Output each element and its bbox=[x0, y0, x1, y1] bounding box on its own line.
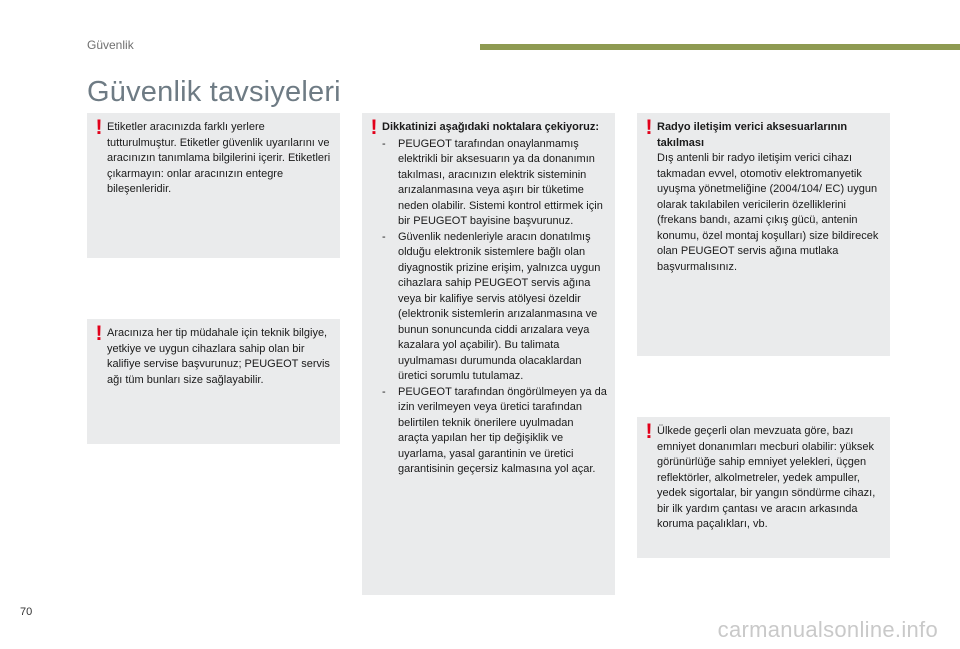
warning-box-labels bbox=[87, 113, 340, 258]
list-item bbox=[382, 230, 607, 385]
warning-icon: ! bbox=[645, 116, 653, 139]
page-title: Güvenlik tavsiyeleri bbox=[87, 76, 341, 108]
warning-title: Dikkatinizi aşağıdaki noktalara çekiyoruz: bbox=[382, 121, 600, 133]
section-label: Güvenlik bbox=[87, 38, 134, 52]
warning-text: Dış antenli bir radyo iletişim verici cihazı takmadan evvel, otomotiv elektromanyetik uyuşma yönetmeliğine (2004/104/ EC) uygun olarak takılabilen vericilerin özelliklerini (frekans bandı, azami çıkış gücü, antenin konumu, özel montaj koşulları) size bildirecek olan PEUGEOT servis ağına mutlaka başvurmalısınız. bbox=[657, 152, 879, 273]
list-item bbox=[382, 137, 607, 230]
warning-text: Etiketler aracınızda farklı yerlere tutturulmuştur. Etiketler güvenlik uyarılarını ve aracınızın tanımlama bilgilerini içerir. Etiketleri çıkarmayın: onlar aracınızın entegre bileşenleridir. bbox=[107, 121, 331, 195]
header-accent-bar bbox=[480, 44, 960, 50]
warning-title: Radyo iletişim verici aksesuarlarının takılması bbox=[657, 121, 848, 149]
warning-icon: ! bbox=[95, 116, 103, 139]
list-item bbox=[382, 385, 607, 478]
warning-text: Ülkede geçerli olan mevzuata göre, bazı emniyet donanımları mecburi olabilir: yüksek görünürlüğe sahip emniyet yelekleri, üçgen reflektörler, alkolmetreler, yedek ampuller, yedek sigortalar, bir yangın söndürme cihazı, bir ilk yardım çantası ve aracın arkasında koruma paçalıkları, vb. bbox=[657, 425, 876, 530]
attention-list bbox=[382, 137, 607, 478]
warning-icon: ! bbox=[645, 420, 653, 443]
warning-box-intervention bbox=[87, 319, 340, 444]
list-bullet: - bbox=[382, 230, 386, 243]
list-item-text: PEUGEOT tarafından onaylanmamış elektrikli bir aksesuarın ya da donanımın takılması, aracınızın elektrik sisteminin arızalanmasına veya aşırı bir tüketime neden olabilir. Sistemi kontrol ettirmek için bir PEUGEOT bayisine başvurunuz. bbox=[398, 137, 603, 227]
watermark: carmanualsonline.info bbox=[717, 617, 938, 642]
page-number: 70 bbox=[20, 606, 33, 618]
warning-box-radio bbox=[637, 113, 890, 356]
list-item-text: PEUGEOT tarafından öngörülmeyen ya da izin verilmeyen veya üretici tarafından belirtilen teknik önerilere uyulmadan araçta yapılan her tip değişiklik ve uyarlama, yasal garantinin ve üretici garantisinin geçersiz kalmasına yol açar. bbox=[398, 385, 607, 475]
warning-icon: ! bbox=[370, 116, 378, 139]
warning-text: Aracınıza her tip müdahale için teknik bilgiye, yetkiye ve uygun cihazlara sahip olan bir kalifiye servise başvurunuz; PEUGEOT servis ağı tüm bunları size sağlayabilir. bbox=[107, 327, 330, 386]
warning-icon: ! bbox=[95, 322, 103, 345]
list-bullet: - bbox=[382, 385, 386, 398]
warning-box-equipment bbox=[637, 417, 890, 558]
warning-box-attention bbox=[362, 113, 615, 595]
list-item-text: Güvenlik nedenleriyle aracın donatılmış olduğu elektronik sistemlere bağlı olan diyagnostik prizine erişim, yalnızca uygun cihazlara sahip PEUGEOT servis ağına veya bir kalifiye servis atölyesi özeldir (elektronik sistemlerin arızalanmasına ve bunun sonuncunda ciddi arızalara veya kazalara yol açabilir). Bu talimata uyulmaması durumunda olacaklardan üretici sorumlu tutulamaz. bbox=[398, 230, 601, 382]
list-bullet: - bbox=[382, 137, 386, 150]
